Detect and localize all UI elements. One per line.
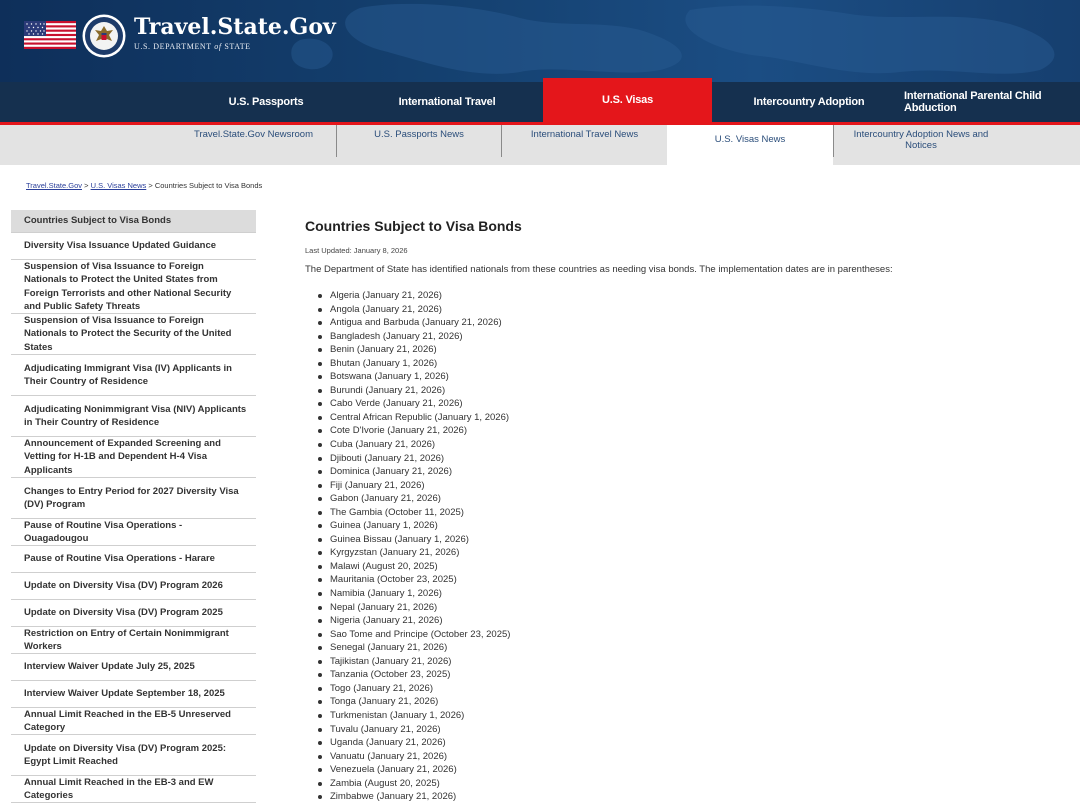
country-list-item: Nepal (January 21, 2026) xyxy=(305,601,1065,615)
sidebar-item[interactable]: Announcement of Expanded Screening and Vetting for H-1B and Dependent H-4 Visa Applicants xyxy=(11,437,256,478)
country-list-item: Tuvalu (January 21, 2026) xyxy=(305,723,1065,737)
world-map-background xyxy=(0,0,1080,82)
sidebar-item[interactable]: Diversity Visa Issuance Updated Guidance xyxy=(11,233,256,260)
sidebar-news-list xyxy=(11,210,256,803)
country-list-item: Tajikistan (January 21, 2026) xyxy=(305,655,1065,669)
subnav-item-adoption-news[interactable]: Intercountry Adoption News and Notices xyxy=(853,129,989,151)
secondary-nav xyxy=(0,125,1080,165)
sidebar-item[interactable]: Interview Waiver Update July 25, 2025 xyxy=(11,654,256,681)
country-list-item: Botswana (January 1, 2026) xyxy=(305,370,1065,384)
country-list-item: Antigua and Barbuda (January 21, 2026) xyxy=(305,316,1065,330)
sidebar-item[interactable]: Restriction on Entry of Certain Nonimmigrant Workers xyxy=(11,627,256,654)
site-subtitle-of: of xyxy=(214,42,222,51)
breadcrumb xyxy=(26,181,262,190)
nav-item-intercountry-adoption[interactable]: Intercountry Adoption xyxy=(753,96,865,108)
nav-item-us-passports[interactable]: U.S. Passports xyxy=(228,96,304,108)
primary-nav xyxy=(0,82,1080,122)
nav-item-international-travel[interactable]: International Travel xyxy=(398,96,496,108)
site-header xyxy=(0,0,1080,82)
breadcrumb-separator: > xyxy=(146,181,155,190)
sidebar-item[interactable]: Suspension of Visa Issuance to Foreign Nationals to Protect the United States from Foreign Terrorists and other National Security and Public Safety Threats xyxy=(11,260,256,314)
breadcrumb-link-visas-news[interactable]: U.S. Visas News xyxy=(90,181,147,190)
site-subtitle xyxy=(134,42,251,51)
subnav-item-newsroom[interactable]: Travel.State.Gov Newsroom xyxy=(194,129,313,140)
country-list-item: Senegal (January 21, 2026) xyxy=(305,641,1065,655)
country-list-item: Angola (January 21, 2026) xyxy=(305,303,1065,317)
sidebar-item[interactable]: Pause of Routine Visa Operations - Harare xyxy=(11,546,256,573)
sidebar-item[interactable]: Suspension of Visa Issuance to Foreign Nationals to Protect the Security of the United States xyxy=(11,314,256,355)
country-list-item: Malawi (August 20, 2025) xyxy=(305,560,1065,574)
subnav-item-international-travel-news[interactable]: International Travel News xyxy=(530,129,639,140)
country-list-item: Gabon (January 21, 2026) xyxy=(305,492,1065,506)
sidebar-item[interactable]: Annual Limit Reached in the EB-5 Unreserved Category xyxy=(11,708,256,735)
sidebar-item[interactable]: Changes to Entry Period for 2027 Diversity Visa (DV) Program xyxy=(11,478,256,519)
country-list-item: Guinea Bissau (January 1, 2026) xyxy=(305,533,1065,547)
sidebar-item[interactable]: Annual Limit Reached in the EB-3 and EW Categories xyxy=(11,776,256,803)
subnav-item-visas-news[interactable]: U.S. Visas News xyxy=(667,125,833,165)
sidebar-item[interactable]: Adjudicating Nonimmigrant Visa (NIV) Applicants in Their Country of Residence xyxy=(11,396,256,437)
sidebar-item[interactable]: Update on Diversity Visa (DV) Program 2025 xyxy=(11,600,256,627)
country-list-item: Namibia (January 1, 2026) xyxy=(305,587,1065,601)
country-list-item: Tanzania (October 23, 2025) xyxy=(305,668,1065,682)
country-list-item: Bhutan (January 1, 2026) xyxy=(305,357,1065,371)
site-title[interactable]: Travel.State.Gov xyxy=(134,14,336,40)
nav-item-parental-child-abduction[interactable]: International Parental Child Abduction xyxy=(904,90,1042,114)
sidebar-item[interactable]: Adjudicating Immigrant Visa (IV) Applicants in Their Country of Residence xyxy=(11,355,256,396)
country-list-item: Vanuatu (January 21, 2026) xyxy=(305,750,1065,764)
country-list-item: Tonga (January 21, 2026) xyxy=(305,695,1065,709)
country-list-item: Cote D'Ivorie (January 21, 2026) xyxy=(305,424,1065,438)
country-list-item: Sao Tome and Principe (October 23, 2025) xyxy=(305,628,1065,642)
country-list-item: Kyrgyzstan (January 21, 2026) xyxy=(305,546,1065,560)
country-list xyxy=(305,289,1065,804)
country-list-item: Benin (January 21, 2026) xyxy=(305,343,1065,357)
intro-paragraph: The Department of State has identified nationals from these countries as needing visa bonds. The implementation dates are in parentheses: xyxy=(305,264,893,275)
country-list-item: Central African Republic (January 1, 2026) xyxy=(305,411,1065,425)
nav-item-us-visas[interactable]: U.S. Visas xyxy=(543,78,712,122)
sidebar-item[interactable]: Pause of Routine Visa Operations - Ouagadougou xyxy=(11,519,256,546)
sidebar-item[interactable]: Update on Diversity Visa (DV) Program 2026 xyxy=(11,573,256,600)
country-list-item: Cabo Verde (January 21, 2026) xyxy=(305,397,1065,411)
country-list-item: Uganda (January 21, 2026) xyxy=(305,736,1065,750)
country-list-item: Mauritania (October 23, 2025) xyxy=(305,573,1065,587)
breadcrumb-link-home[interactable]: Travel.State.Gov xyxy=(26,181,82,190)
country-list-item: Algeria (January 21, 2026) xyxy=(305,289,1065,303)
country-list-item: Venezuela (January 21, 2026) xyxy=(305,763,1065,777)
sidebar-item[interactable]: Update on Diversity Visa (DV) Program 2025: Egypt Limit Reached xyxy=(11,735,256,776)
page-title: Countries Subject to Visa Bonds xyxy=(305,218,522,234)
country-list-item: Nigeria (January 21, 2026) xyxy=(305,614,1065,628)
country-list-item: Djibouti (January 21, 2026) xyxy=(305,452,1065,466)
breadcrumb-current: Countries Subject to Visa Bonds xyxy=(154,181,263,190)
subnav-item-passports-news[interactable]: U.S. Passports News xyxy=(374,129,464,140)
country-list-item: Zimbabwe (January 21, 2026) xyxy=(305,790,1065,804)
country-list-item: Togo (January 21, 2026) xyxy=(305,682,1065,696)
country-list-item: Turkmenistan (January 1, 2026) xyxy=(305,709,1065,723)
sidebar-item[interactable]: Countries Subject to Visa Bonds xyxy=(11,210,256,233)
main-content xyxy=(305,218,1065,804)
country-list-item: The Gambia (October 11, 2025) xyxy=(305,506,1065,520)
department-of-state-seal-icon[interactable] xyxy=(82,14,126,58)
country-list-item: Zambia (August 20, 2025) xyxy=(305,777,1065,791)
country-list-item: Burundi (January 21, 2026) xyxy=(305,384,1065,398)
breadcrumb-separator: > xyxy=(82,181,91,190)
sidebar-item[interactable]: Interview Waiver Update September 18, 2025 xyxy=(11,681,256,708)
site-subtitle-pre: U.S. DEPARTMENT xyxy=(134,42,212,51)
last-updated-date: Last Updated: January 8, 2026 xyxy=(305,246,408,255)
country-list-item: Fiji (January 21, 2026) xyxy=(305,479,1065,493)
country-list-item: Dominica (January 21, 2026) xyxy=(305,465,1065,479)
country-list-item: Guinea (January 1, 2026) xyxy=(305,519,1065,533)
country-list-item: Cuba (January 21, 2026) xyxy=(305,438,1065,452)
us-flag-icon xyxy=(24,21,76,49)
country-list-item: Bangladesh (January 21, 2026) xyxy=(305,330,1065,344)
site-subtitle-post: STATE xyxy=(224,42,251,51)
